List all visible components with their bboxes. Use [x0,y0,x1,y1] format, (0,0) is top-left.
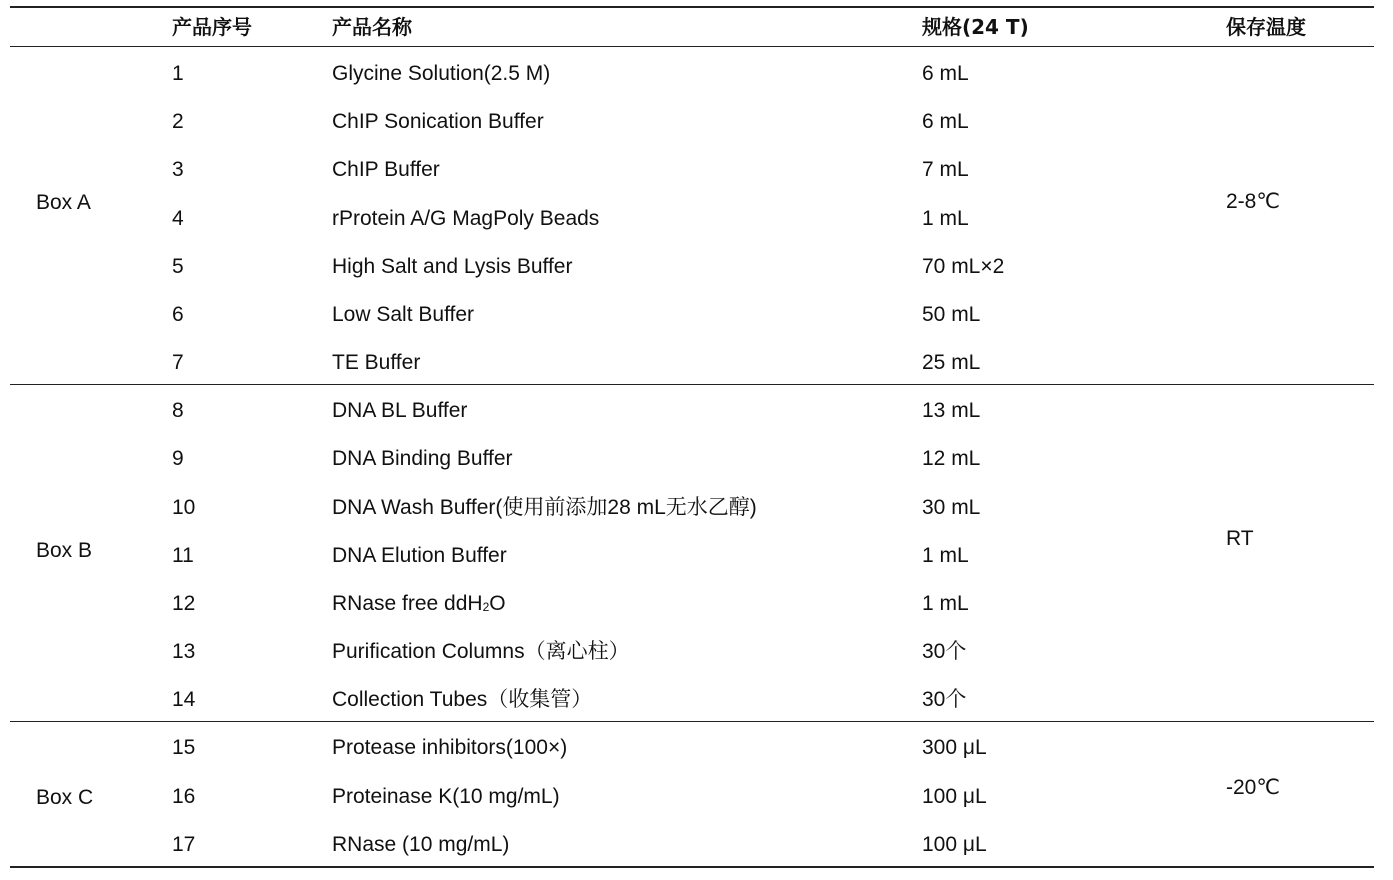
product-number: 3 [172,158,184,181]
product-name: ChIP Sonication Buffer [332,110,544,133]
product-name: Low Salt Buffer [332,303,475,326]
product-spec: 30个 [922,688,967,711]
header-storage-temperature: 保存温度 [1226,15,1306,39]
box-label: Box B [36,539,93,562]
header-specification: 规格(24 T) [922,15,1029,39]
product-spec: 100 μL [922,785,987,808]
product-spec: 30 mL [922,496,981,519]
product-name: ChIP Buffer [332,158,440,181]
product-spec: 7 mL [922,158,969,181]
product-number: 11 [172,544,194,567]
product-spec: 30个 [922,640,967,663]
header-product-name: 产品名称 [332,15,412,39]
product-number: 4 [172,207,184,230]
product-spec: 13 mL [922,399,981,422]
table-bottom-rule [10,866,1374,868]
product-spec: 25 mL [922,351,981,374]
product-name: DNA BL Buffer [332,399,468,422]
product-spec: 50 mL [922,303,981,326]
product-spec: 6 mL [922,110,969,133]
product-number: 17 [172,833,196,856]
product-name: rProtein A/G MagPoly Beads [332,207,600,230]
product-spec: 1 mL [922,592,969,615]
product-number: 2 [172,110,184,133]
product-name: Purification Columns（离心柱） [332,640,630,663]
product-number: 5 [172,255,184,278]
product-number: 14 [172,688,196,711]
header-product-number: 产品序号 [172,15,252,39]
product-spec: 70 mL×2 [922,255,1005,278]
box-a-bottom-rule [10,384,1374,385]
storage-temperature: RT [1226,527,1254,550]
product-name: Collection Tubes（收集管） [332,688,593,711]
product-spec: 12 mL [922,447,981,470]
product-spec: 300 μL [922,736,987,759]
product-name: DNA Binding Buffer [332,447,513,470]
product-number: 8 [172,399,184,422]
product-name: TE Buffer [332,351,421,374]
box-b-bottom-rule [10,721,1374,722]
product-spec: 100 μL [922,833,987,856]
product-number: 7 [172,351,184,374]
product-name: Glycine Solution(2.5 M) [332,62,551,85]
product-name: RNase (10 mg/mL) [332,833,510,856]
product-name: Proteinase K(10 mg/mL) [332,785,560,808]
product-number: 13 [172,640,196,663]
product-number: 1 [172,62,184,85]
product-number: 15 [172,736,196,759]
storage-temperature: -20℃ [1226,776,1280,799]
product-name-suffix: O [489,592,506,615]
header-bottom-rule [10,46,1374,47]
product-name: Protease inhibitors(100×) [332,736,568,759]
storage-temperature: 2-8℃ [1226,190,1280,213]
product-name: High Salt and Lysis Buffer [332,255,573,278]
product-name: DNA Elution Buffer [332,544,507,567]
product-number: 16 [172,785,196,808]
box-label: Box A [36,191,91,214]
product-name: DNA Wash Buffer(使用前添加28 mL无水乙醇) [332,496,757,519]
product-spec: 6 mL [922,62,969,85]
product-spec: 1 mL [922,544,969,567]
product-spec: 1 mL [922,207,969,230]
box-label: Box C [36,786,94,809]
table-top-rule [10,6,1374,8]
kit-components-table [10,6,1374,868]
product-number: 10 [172,496,196,519]
product-number: 9 [172,447,184,470]
product-name-main: RNase free ddH [332,592,483,615]
product-name [332,592,506,619]
product-name-subscript: 2 [482,600,490,614]
product-number: 6 [172,303,184,326]
product-number: 12 [172,592,196,615]
